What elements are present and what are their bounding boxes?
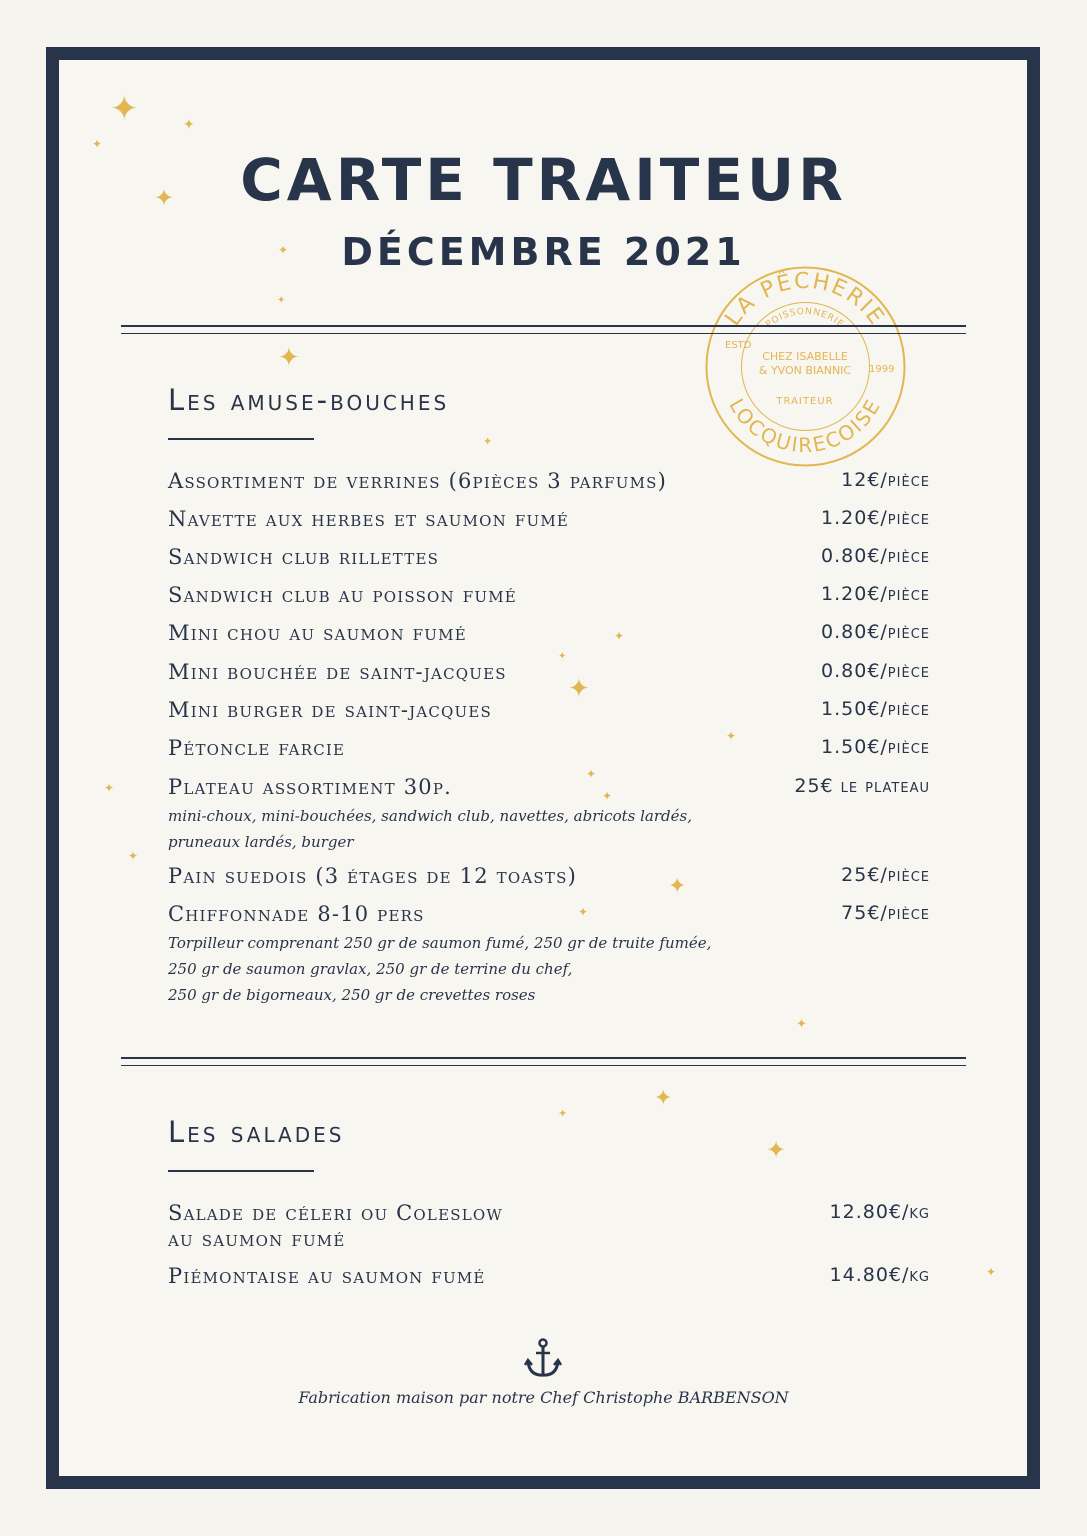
item-price: 12€/pièce: [841, 469, 930, 491]
page-subtitle: DÉCEMBRE 2021: [341, 230, 746, 274]
item-name: Mini burger de saint-jacques: [168, 698, 493, 722]
menu-item: [168, 1264, 930, 1294]
divider-middle-secondary: [121, 1065, 966, 1066]
stamp-year: 1999: [869, 364, 895, 375]
sparkle-star-icon: ✦: [602, 789, 613, 803]
item-price: 75€/pièce: [841, 902, 930, 924]
footer-credit: Fabrication maison par notre Chef Christophe BARBENSON: [298, 1388, 789, 1407]
sparkle-star-icon: ✦: [578, 905, 589, 919]
menu-item: [168, 621, 930, 651]
sparkle-star-icon: ✦: [278, 343, 300, 373]
sparkle-star-icon: ✦: [654, 1086, 673, 1111]
menu-item: [168, 736, 930, 766]
sparkle-star-icon: ✦: [92, 137, 103, 151]
item-price: 0.80€/pièce: [821, 545, 930, 567]
sparkle-star-icon: ✦: [796, 1017, 807, 1032]
item-name: Piémontaise au saumon fumé: [168, 1264, 486, 1288]
anchor-icon: [524, 1338, 562, 1380]
item-description-line: 250 gr de bigorneaux, 250 gr de crevettes roses: [168, 986, 536, 1004]
sparkle-star-icon: ✦: [726, 729, 737, 743]
sparkle-star-icon: ✦: [104, 781, 115, 795]
menu-item: [168, 698, 930, 728]
stamp-estd: ESTD: [725, 340, 752, 351]
menu-item: [168, 507, 930, 537]
stamp-arc-top: LA PÊCHERIE: [720, 268, 890, 331]
sparkle-star-icon: ✦: [110, 89, 139, 129]
divider-top-secondary: [121, 333, 966, 334]
item-price: 1.20€/pièce: [821, 507, 930, 529]
item-description-line: 250 gr de saumon gravlax, 250 gr de terrine du chef,: [168, 960, 573, 978]
section-title-amuse-bouches: Les amuse-bouches: [168, 383, 450, 417]
sparkle-star-icon: ✦: [614, 629, 625, 643]
sparkle-star-icon: ✦: [586, 767, 597, 781]
sparkle-star-icon: ✦: [483, 435, 493, 448]
item-name: Pétoncle farcie: [168, 736, 346, 760]
sparkle-star-icon: ✦: [558, 1107, 568, 1120]
sparkle-star-icon: ✦: [558, 651, 567, 662]
item-description-line: pruneaux lardés, burger: [168, 833, 354, 851]
item-name: Sandwich club au poisson fumé: [168, 583, 517, 607]
item-price: 1.20€/pièce: [821, 583, 930, 605]
item-price: 14.80€/kg: [829, 1264, 930, 1286]
item-name: Navette aux herbes et saumon fumé: [168, 507, 570, 531]
menu-item: [168, 775, 930, 805]
item-price: 1.50€/pièce: [821, 698, 930, 720]
item-price: 0.80€/pièce: [821, 660, 930, 682]
menu-item: [168, 469, 930, 499]
item-description-line: Torpilleur comprenant 250 gr de saumon fumé, 250 gr de truite fumée,: [168, 934, 712, 952]
stamp-line-2: & YVON BIANNIC: [758, 364, 852, 377]
item-name: Mini chou au saumon fumé: [168, 621, 467, 645]
stamp-arc-bottom: LOCQUIRECOISE: [724, 394, 886, 458]
menu-item: [168, 902, 930, 932]
sparkle-star-icon: ✦: [766, 1136, 787, 1164]
item-name-continued: au saumon fumé: [168, 1227, 346, 1251]
item-price: 25€ le plateau: [794, 775, 930, 797]
menu-item: [168, 864, 930, 894]
item-name: Pain suedois (3 étages de 12 toasts): [168, 864, 577, 888]
divider-middle: [121, 1057, 966, 1059]
menu-item: [168, 660, 930, 690]
menu-item: [168, 1201, 930, 1255]
item-price: 25€/pièce: [841, 864, 930, 886]
stamp-line-1: CHEZ ISABELLE: [762, 350, 848, 363]
sparkle-star-icon: ✦: [568, 674, 590, 704]
item-description-line: mini-choux, mini-bouchées, sandwich club, navettes, abricots lardés,: [168, 807, 692, 825]
item-price: 0.80€/pièce: [821, 621, 930, 643]
item-name: Chiffonnade 8-10 pers: [168, 902, 425, 926]
sparkle-star-icon: ✦: [278, 243, 289, 257]
divider-top: [121, 325, 966, 327]
menu-item: [168, 583, 930, 613]
sparkle-star-icon: ✦: [986, 1265, 997, 1279]
sparkle-star-icon: ✦: [668, 874, 687, 899]
page-title: CARTE TRAITEUR: [240, 146, 847, 214]
section-underline: [168, 438, 314, 440]
sparkle-star-icon: ✦: [277, 295, 286, 306]
item-name: Plateau assortiment 30p.: [168, 775, 452, 799]
item-description: [168, 803, 728, 855]
sparkle-star-icon: ✦: [183, 117, 195, 133]
stamp-arc-inner: POISSONNERIE: [764, 306, 846, 331]
sparkle-star-icon: ✦: [128, 849, 139, 863]
item-name: Mini bouchée de saint-jacques: [168, 660, 507, 684]
section-underline: [168, 1170, 314, 1172]
item-name: Salade de céleri ou Coleslow: [168, 1201, 503, 1225]
stamp-traiteur: TRAITEUR: [776, 396, 834, 407]
section-title-salades: Les salades: [168, 1115, 345, 1149]
brand-stamp: [703, 264, 908, 469]
item-name: Assortiment de verrines (6pièces 3 parfums): [168, 469, 668, 493]
item-price: 12.80€/kg: [829, 1201, 930, 1223]
item-price: 1.50€/pièce: [821, 736, 930, 758]
item-name: Sandwich club rillettes: [168, 545, 440, 569]
item-description: [168, 930, 728, 1008]
sparkle-star-icon: ✦: [154, 184, 175, 212]
menu-item: [168, 545, 930, 575]
svg-text:LA PÊCHERIE: [720, 269, 889, 331]
